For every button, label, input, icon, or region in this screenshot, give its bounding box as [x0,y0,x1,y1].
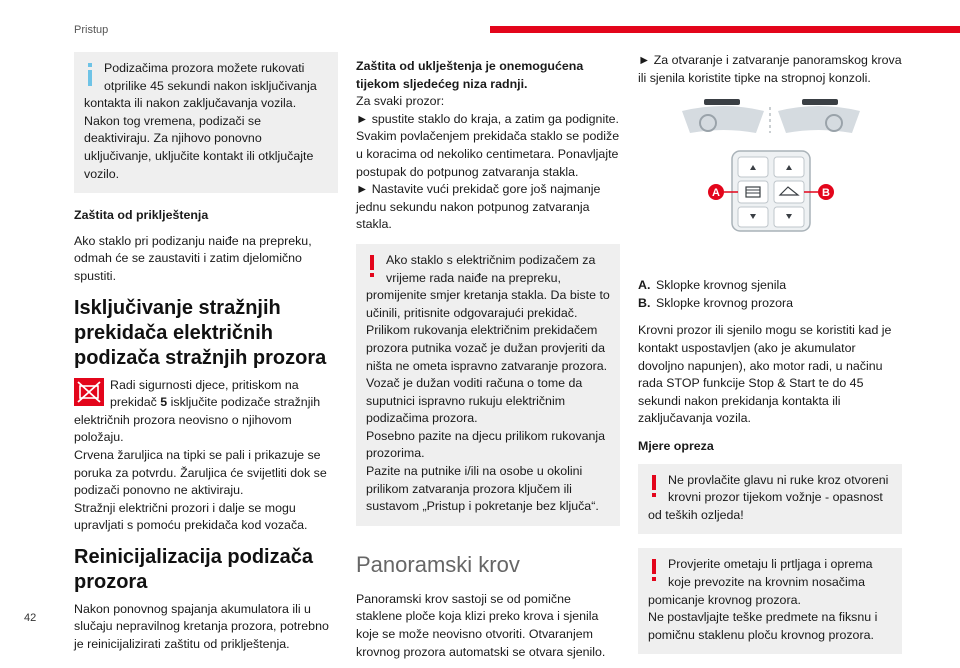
warning-head-first: Ne provlačite glavu ni ruke kroz otvoreni krovni prozor tijekom vožnje - opasnost [668,472,889,505]
info-icon [86,63,94,87]
warning-icon [650,559,658,583]
legend-text: Sklopke krovnog prozora [656,295,794,310]
column-left [74,52,338,664]
rear-switch-driver-text: Stražnji električni prozori i dalje se mogu upravljati s pomoću prekidača kod vozača. [74,500,308,533]
callout-a-label: A [712,187,720,200]
legend-item [638,277,902,295]
callout-b-label: B [822,187,830,200]
column-right [638,52,902,668]
rear-switch-text [74,377,338,447]
roof-control-panel [732,151,810,231]
rear-switch-lamp-text: Crvena žaruljica na tipki se pali i prikazuje se poruka za potvrdu. Žaruljica će svijetliti dok se podizači ponovno ne aktiviraju. [74,447,327,498]
reinit-heading: Reinicijalizacija podizača prozora [74,545,313,593]
warning-note-luggage [638,548,902,654]
reinit-text: Nakon ponovnog spajanja akumulatora ili u slučaju nepravilnog kretanja prozora, potrebno je reinicijalizirati zaštitu od priklještenja. [74,601,329,652]
info-note [74,52,338,193]
info-note-text: kontakta ili nakon zaključavanja vozila. Nakon tog vremena, podizači se deaktiviraju. Za njihovo ponovno uključivanje, uključite kontakt ili otključajte vozilo. [84,96,314,181]
warning-note-line4: Vozač je dužan voditi računa o tome da suputnici ispravno rukuju električnim podizačima prozora. [366,376,583,426]
warning-note-line2: promijenite smjer kretanja stakla. Da biste to učinili, pritisnite odgovarajući prekidač. [366,288,610,320]
step-2: ► Nastavite vući prekidač gore još najmanje jednu sekundu nakon potpunog zatvaranja stakla. [356,182,601,232]
each-window-label: Za svaki prozor: [356,94,445,109]
rear-text-part1: Radi sigurnosti djece, pritiskom na prekidač [110,377,299,410]
steering-view-left [682,99,764,133]
rear-switch-heading: Isključivanje stražnjih prekidača električnih podizača stražnjih prozora [74,296,327,369]
legend-key: A. [638,278,651,293]
pinch-heading: Zaštita od priklještenja [74,208,209,223]
warning-luggage-first: Provjerite ometaju li prtljaga i oprema koje prevozite na krovnim nosačima [668,557,873,589]
warning-note-line6: Pazite na putnike i/ili na osobe u okolini prilikom zatvaranja prozora ključem ili sustavom „Pristup i pokretanje bez ključa“. [366,464,599,514]
panoramic-roof-text: Panoramski krov sastoji se od pomične staklene ploče koja klizi preko krova i sjenila koje se može neovisno otvoriti. Otvaranjem krovnog prozora automatski se otvara sjenilo. [356,591,606,659]
header-accent-bar [490,26,960,33]
legend-key: B. [638,295,651,310]
child-lock-switch-icon [74,378,104,406]
warning-icon [368,255,376,279]
warning-note-first: Ako staklo s električnim podizačem za vrijeme rada naiđe na prepreku, [386,252,596,285]
warning-luggage-line3: Ne postavljajte teške predmete na fiksnu i pomičnu staklenu ploču krovnog prozora. [648,610,878,642]
panoramic-roof-heading: Panoramski krov [356,551,520,577]
roof-console-illustration [638,93,902,267]
column-middle [356,52,620,661]
rear-switch-section [74,377,338,535]
warning-head-rest: od teških ozljeda! [648,507,744,522]
step-1: ► spustite staklo do kraja, a zatim ga podignite. Svakim povlačenjem prekidača staklo se podiže u koracima od nekoliko centimetara. Ponavljajte postupak do potpunog zatvaranja stakla. [356,111,620,179]
info-note-first-line: Podizačima prozora možete rukovati otprilike 45 sekundi nakon isključivanja [104,61,317,93]
steering-view-right [778,99,860,133]
warning-luggage-line2: pomicanje krovnog prozora. [648,592,801,607]
page-number: 42 [24,612,37,624]
warning-icon [650,475,658,499]
roof-console-figure [638,93,902,267]
protection-disabled-heading: Zaštita od uklještenja je onemogućena tijekom sljedećeg niza radnji. [356,59,584,91]
console-intro: ► Za otvaranje i zatvaranje panoramskog krova ili sjenila koristite tipke na stropnoj konzoli. [638,53,902,85]
pinch-text: Ako staklo pri podizanju naiđe na prepreku, odmah će se zaustaviti i zatim djelomično spustiti. [74,233,312,283]
figure-legend [638,277,902,312]
legend-text: Sklopke krovnog sjenila [656,278,787,293]
switch-number: 5 [160,395,168,410]
header-section-title: Pristup [74,24,109,36]
precautions-heading: Mjere opreza [638,438,714,453]
usage-text: Krovni prozor ili sjenilo mogu se koristiti kad je kontakt uspostavljen (ako je akumulator dovoljno napunjen), ako motor radi, u načinu rada STOP funkcije Stop & Start te do 45 sekundi nakon prekidanja kontakta ili zaključavanja vozila. [638,323,892,426]
legend-item [638,295,902,313]
warning-note-line3: Prilikom rukovanja električnim prekidačem prozora putnika vozač je dužan provjeriti da ništa ne ometa ispravno zatvaranje prozora. [366,323,608,373]
warning-note-line5: Posebno pazite na djecu prilikom rukovanja prozorima. [366,428,606,461]
warning-note [356,244,620,526]
warning-note-head [638,464,902,535]
rear-text-part2: isključite podizače stražnjih električnih prozora neovisno o njihovom položaju. [74,395,321,445]
